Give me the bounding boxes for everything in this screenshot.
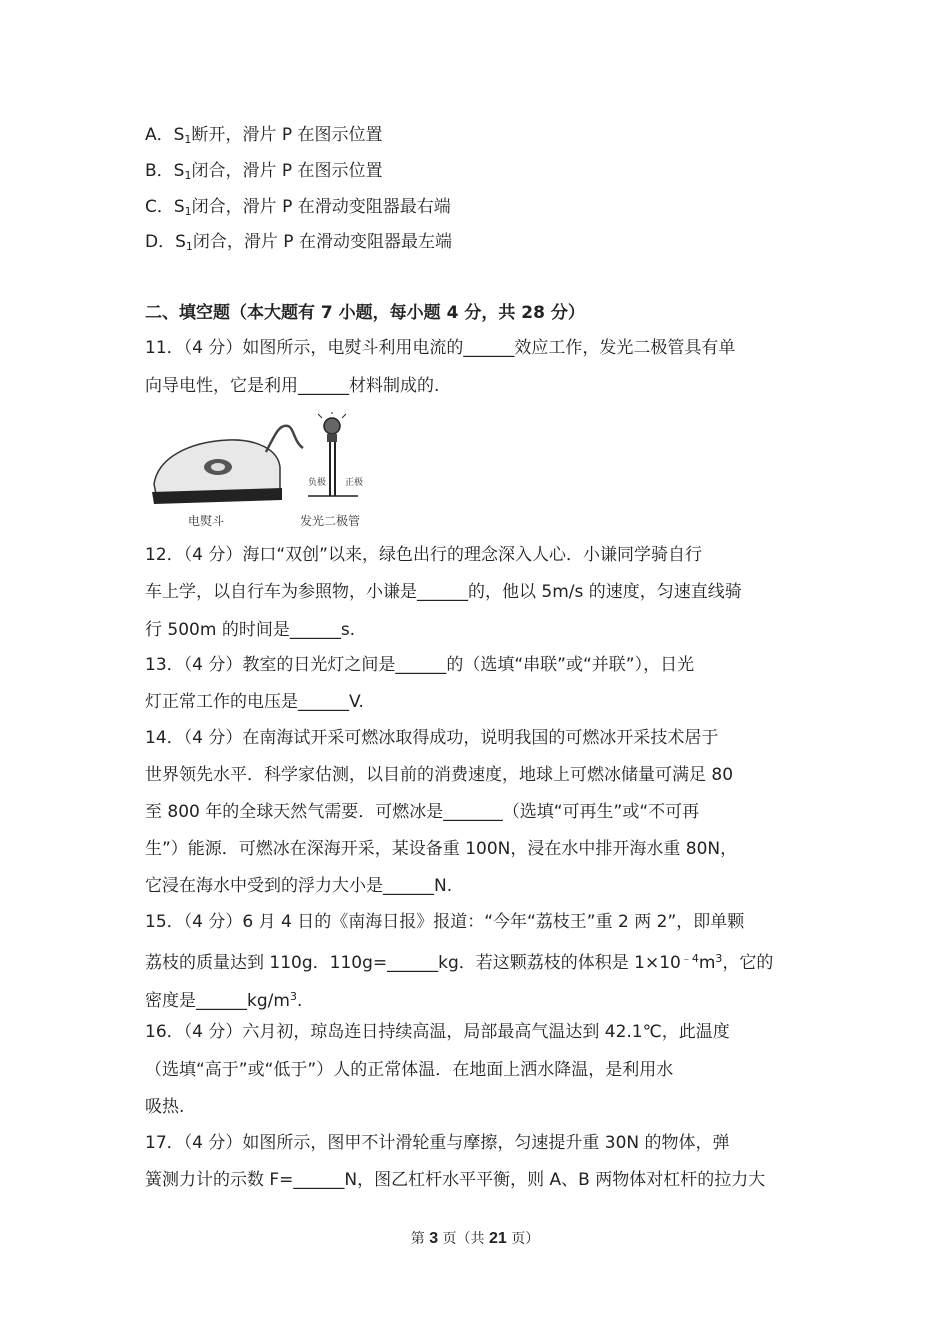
q11-line2: 向导电性，它是利用______材料制成的. bbox=[145, 376, 440, 396]
q15-line3: 密度是$\_\_\_\_\_\_kg/m^3$. bbox=[145, 990, 303, 1011]
q14-line5: 它浸在海水中受到的浮力大小是______N. bbox=[145, 876, 453, 896]
option-a: A．$S_1$断开，滑片 P 在图示位置 bbox=[145, 125, 383, 146]
option-c: C．$S_1$闭合，滑片 P 在滑动变阻器最右端 bbox=[145, 197, 451, 218]
q13-line2: 灯正常工作的电压是______V. bbox=[145, 692, 364, 712]
q17-line2: 簧测力计的示数 F=______N，图乙杠杆水平平衡，则 A、B 两物体对杠杆的拉力大 bbox=[145, 1170, 766, 1190]
led-caption: 发光二极管 bbox=[300, 514, 361, 528]
q15-line2: 荔枝的质量达到 110g．110g=______kg．若这颗荔枝的体积是 $1\times 10^{﹣4}m^3$，它的 bbox=[145, 952, 774, 973]
q12-line3: 行 500m 的时间是______s. bbox=[145, 620, 356, 640]
option-d: D．$S_1$闭合，滑片 P 在滑动变阻器最左端 bbox=[145, 232, 452, 253]
q16-line3: 吸热. bbox=[145, 1097, 185, 1117]
led-negative-label: 负极 bbox=[308, 478, 327, 488]
q12-line2: 车上学，以自行车为参照物，小谦是______的，他以 5m/s 的速度，匀速直线骑 bbox=[145, 582, 742, 602]
iron-caption: 电熨斗 bbox=[188, 514, 225, 528]
q15-line1: 15．（4 分）6 月 4 日的《南海日报》报道：“今年“荔枝王”重 2 两 2”，即单颗 bbox=[145, 912, 745, 932]
option-b: B．$S_1$闭合，滑片 P 在图示位置 bbox=[145, 161, 383, 182]
q12-line1: 12．（4 分）海口“双创”以来，绿色出行的理念深入人心．小谦同学骑自行 bbox=[145, 545, 702, 565]
q14-line1: 14．（4 分）在南海试开采可燃冰取得成功，说明我国的可燃冰开采技术居于 bbox=[145, 728, 719, 748]
q14-line3: 至 800 年的全球天然气需要．可燃冰是_______（选填“可再生”或“不可再 bbox=[145, 802, 700, 822]
q16-line2: （选填“高于”或“低于”）人的正常体温．在地面上洒水降温，是利用水 bbox=[145, 1060, 674, 1080]
q14-line2: 世界领先水平．科学家估测，以目前的消费速度，地球上可燃冰储量可满足 80 bbox=[145, 765, 734, 785]
q14-line4: 生”）能源．可燃冰在深海开采，某设备重 100N，浸在水中排开海水重 80N， bbox=[145, 839, 738, 859]
q17-line1: 17．（4 分）如图所示，图甲不计滑轮重与摩擦，匀速提升重 30N 的物体，弹 bbox=[145, 1133, 730, 1153]
section-title: 二、填空题（本大题有 7 小题，每小题 4 分，共 28 分） bbox=[145, 303, 585, 323]
q11-figure bbox=[148, 412, 393, 532]
q16-line1: 16．（4 分）六月初，琼岛连日持续高温，局部最高气温达到 42.1℃，此温度 bbox=[145, 1022, 730, 1042]
q13-line1: 13．（4 分）教室的日光灯之间是______的（选填“串联”或“并联”），日光 bbox=[145, 655, 695, 675]
q11-line1: 11．（4 分）如图所示，电熨斗利用电流的______效应工作，发光二极管具有单 bbox=[145, 338, 736, 358]
page-footer: 第 3 页（共 21 页） bbox=[410, 1230, 540, 1247]
led-positive-label: 正极 bbox=[345, 478, 364, 488]
